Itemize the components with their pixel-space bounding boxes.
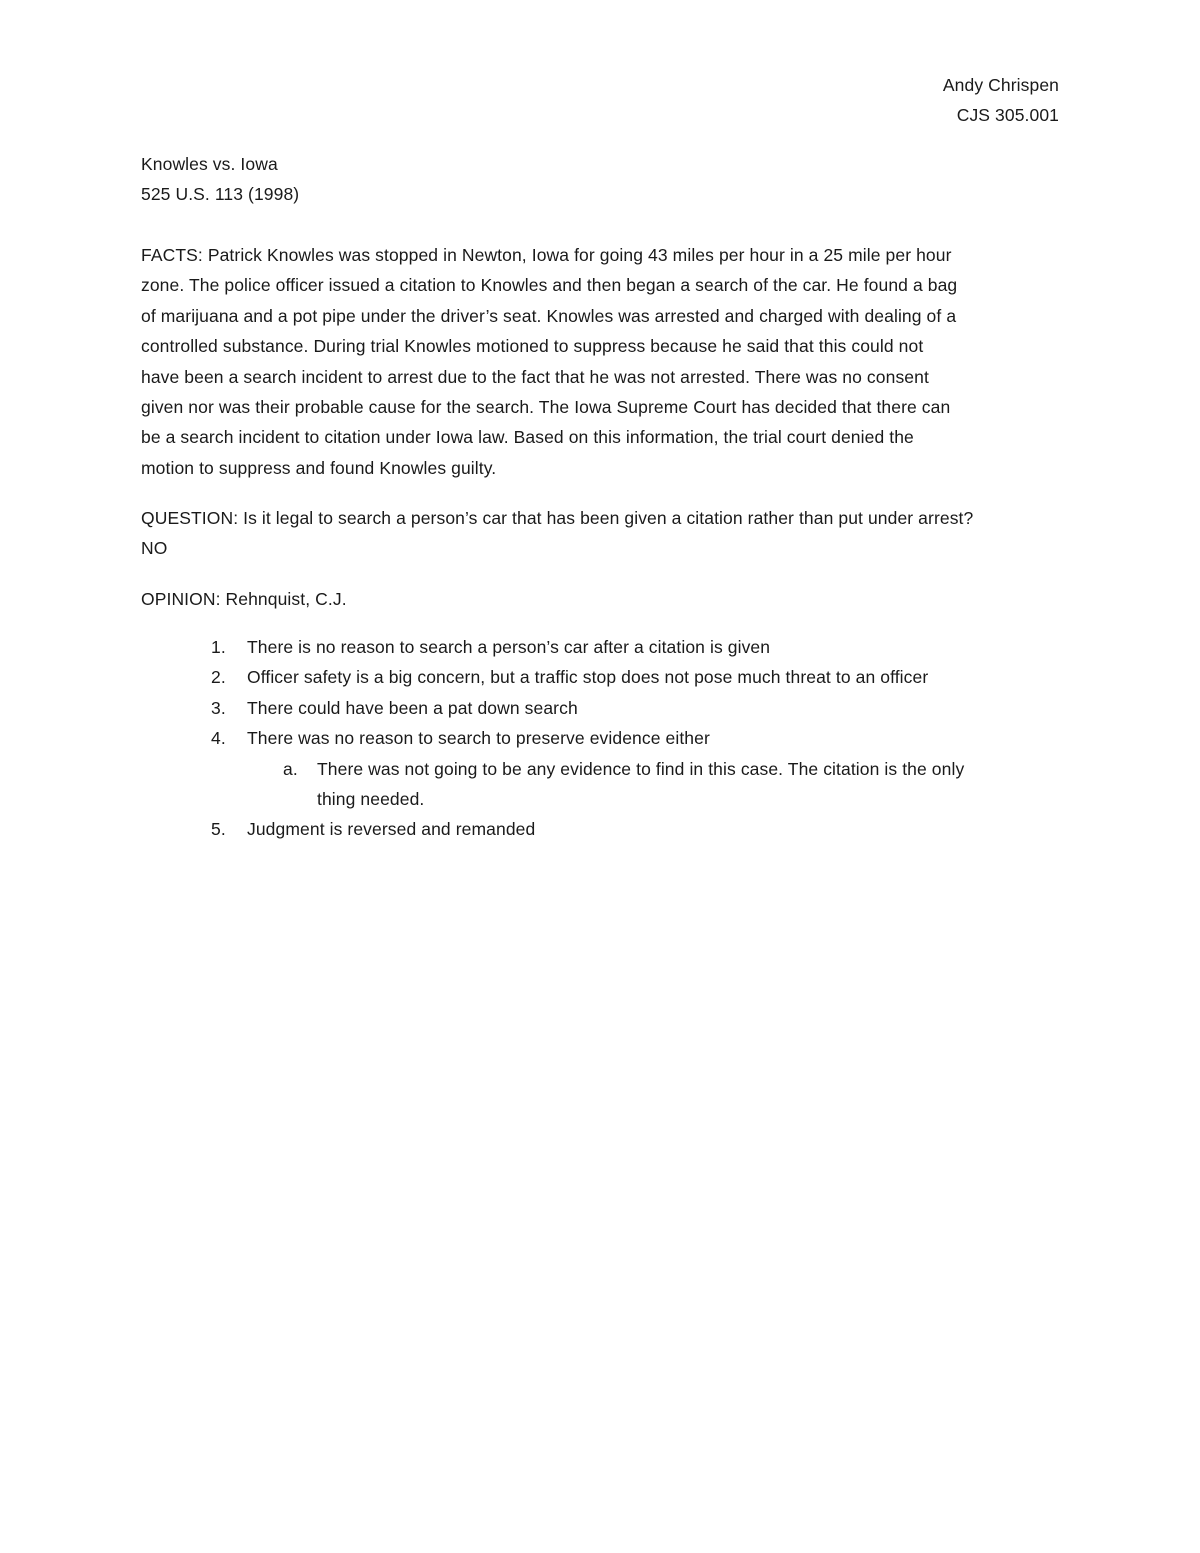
facts-line: be a search incident to citation under Iowa law. Based on this information, the trial court denied the <box>141 427 914 448</box>
opinion-heading: OPINION: Rehnquist, C.J. <box>141 589 347 609</box>
question-paragraph <box>141 503 1071 564</box>
author-name: Andy Chrispen <box>942 75 1059 95</box>
list-number: 4. <box>211 728 226 749</box>
list-item-text: There could have been a pat down search <box>247 697 578 718</box>
case-citation: 525 U.S. 113 (1998) <box>141 184 300 205</box>
facts-line: given nor was their probable cause for the search. The Iowa Supreme Court has decided that there can <box>141 397 951 418</box>
list-item <box>141 693 1071 723</box>
sub-list-letter: a. <box>283 758 298 779</box>
author-header <box>943 70 1059 131</box>
sub-list-text-line: There was not going to be any evidence to find in this case. The citation is the only <box>317 758 965 779</box>
list-item <box>141 662 1071 692</box>
list-number: 2. <box>211 667 226 688</box>
facts-line: controlled substance. During trial Knowles motioned to suppress because he said that this could not <box>141 336 924 357</box>
case-heading <box>141 149 299 210</box>
list-item <box>141 723 1071 814</box>
facts-line: motion to suppress and found Knowles guilty. <box>141 457 497 478</box>
facts-line: have been a search incident to arrest due to the fact that he was not arrested. There was no consent <box>141 366 929 387</box>
list-item-text: There is no reason to search a person’s car after a citation is given <box>247 637 771 657</box>
list-number: 1. <box>211 637 226 657</box>
list-number: 5. <box>211 819 226 840</box>
list-item <box>141 632 1071 662</box>
sub-list-item <box>247 754 1071 815</box>
question-text: QUESTION: Is it legal to search a person’s car that has been given a citation rather than put under arrest? <box>141 508 974 528</box>
sub-list-text-line: thing needed. <box>317 789 425 810</box>
sub-list <box>247 754 1071 815</box>
list-item-text: Officer safety is a big concern, but a traffic stop does not pose much threat to an officer <box>247 667 929 688</box>
list-item-text: Judgment is reversed and remanded <box>247 819 536 840</box>
opinion-list <box>141 632 1071 845</box>
facts-line: FACTS: Patrick Knowles was stopped in Newton, Iowa for going 43 miles per hour in a 25 mile per hour <box>141 245 952 265</box>
course-number: CJS 305.001 <box>956 105 1059 126</box>
list-item <box>141 814 1071 844</box>
list-number: 3. <box>211 697 226 718</box>
case-title: Knowles vs. Iowa <box>141 154 278 174</box>
list-item-text: There was no reason to search to preserve evidence either <box>247 728 710 749</box>
question-answer: NO <box>141 538 168 559</box>
facts-line: zone. The police officer issued a citation to Knowles and then began a search of the car. He found a bag <box>141 275 958 296</box>
facts-line: of marijuana and a pot pipe under the driver’s seat. Knowles was arrested and charged with dealing of a <box>141 305 957 326</box>
facts-paragraph <box>141 240 1056 483</box>
